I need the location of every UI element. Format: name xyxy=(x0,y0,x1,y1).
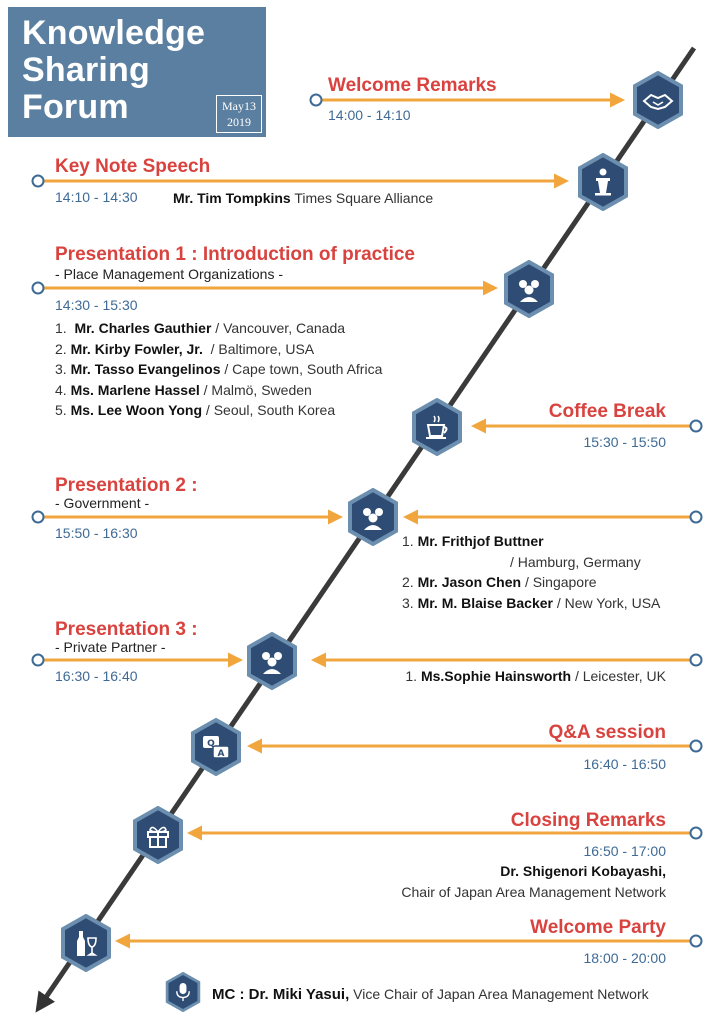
svg-text:A: A xyxy=(217,749,225,759)
handshake-icon xyxy=(632,71,684,129)
party-time: 18:00 - 20:00 xyxy=(583,950,666,966)
welcome-time: 14:00 - 14:10 xyxy=(328,107,411,123)
pres1-speaker-4: 4. Ms. Marlene Hassel / Malmö, Sweden xyxy=(55,381,312,398)
pres2-speaker-2: 2. Mr. Jason Chen / Singapore xyxy=(402,574,597,590)
pres1-time: 14:30 - 15:30 xyxy=(55,297,138,313)
title-line-2: Sharing xyxy=(22,51,150,89)
pres1-title: Presentation 1 : Introduction of practice xyxy=(55,244,415,265)
arrow-pres2-right xyxy=(406,512,702,523)
keynote-speaker-org: Times Square Alliance xyxy=(294,190,434,206)
party-title: Welcome Party xyxy=(530,917,666,938)
qa-time: 16:40 - 16:50 xyxy=(583,756,666,772)
closing-time: 16:50 - 17:00 xyxy=(583,843,666,859)
pres2-title: Presentation 2 : xyxy=(55,475,198,496)
keynote-speaker xyxy=(173,188,433,209)
closing-speaker-org: Chair of Japan Area Management Network xyxy=(401,883,666,900)
title-banner xyxy=(8,7,266,137)
coffee-time: 15:30 - 15:50 xyxy=(583,434,666,450)
keynote-time: 14:10 - 14:30 xyxy=(55,189,138,205)
date-badge xyxy=(216,95,262,133)
pres3-time: 16:30 - 16:40 xyxy=(55,668,138,684)
closing-speaker xyxy=(320,861,666,902)
group-icon xyxy=(503,260,555,318)
microphone-icon xyxy=(165,972,201,1012)
coffee-title: Coffee Break xyxy=(548,401,666,422)
arrow-pres1 xyxy=(33,283,496,294)
pres3-speaker-1: 1. Ms.Sophie Hainsworth / Leicester, UK xyxy=(405,668,666,684)
mc-line xyxy=(212,984,649,1006)
pres2-speaker-1-place: / Hamburg, Germany xyxy=(510,553,641,570)
pres1-speaker-5: 5. Ms. Lee Woon Yong / Seoul, South Korea xyxy=(55,402,336,418)
pres2-speaker-3: 3. Mr. M. Blaise Backer / New York, USA xyxy=(402,594,661,611)
arrow-pres3-right xyxy=(314,655,702,666)
pres2-subtitle: - Government - xyxy=(55,495,150,511)
pres2-speaker-list xyxy=(402,531,660,613)
pres3-subtitle: - Private Partner - xyxy=(55,639,166,655)
keynote-title: Key Note Speech xyxy=(55,156,211,177)
qa-bubbles-icon xyxy=(190,718,242,776)
group-icon xyxy=(347,488,399,546)
mc-label: MC : Dr. Miki Yasui, xyxy=(212,986,350,1003)
mc-org: Vice Chair of Japan Area Management Network xyxy=(353,986,649,1002)
date-month-day: May13 xyxy=(222,99,256,113)
pres2-time: 15:50 - 16:30 xyxy=(55,525,138,541)
arrow-pres3-left xyxy=(33,655,241,666)
qa-title: Q&A session xyxy=(548,722,666,743)
date-year: 2019 xyxy=(227,115,251,129)
arrow-pres2-left xyxy=(33,512,341,523)
group-icon xyxy=(246,632,298,690)
pres1-speaker-2: 2. Mr. Kirby Fowler, Jr. / Baltimore, USA xyxy=(55,340,315,357)
svg-text:Q: Q xyxy=(207,739,215,749)
pres2-speaker-1: 1. Mr. Frithjof Buttner xyxy=(402,533,544,549)
pres1-speaker-list xyxy=(55,318,382,421)
coffee-cup-icon xyxy=(411,398,463,456)
title-line-3: Forum xyxy=(22,88,129,126)
keynote-speaker-name: Mr. Tim Tompkins xyxy=(173,190,291,206)
pres1-speaker-3: 3. Mr. Tasso Evangelinos / Cape town, South Africa xyxy=(55,361,383,377)
gift-icon xyxy=(132,806,184,864)
closing-title: Closing Remarks xyxy=(510,810,666,831)
forum-title xyxy=(22,15,205,126)
pres3-title: Presentation 3 : xyxy=(55,619,198,640)
pres1-subtitle: - Place Management Organizations - xyxy=(55,266,283,282)
pres1-speaker-1: 1. Mr. Charles Gauthier / Vancouver, Canada xyxy=(55,320,346,336)
title-line-1: Knowledge xyxy=(22,14,206,52)
welcome-title: Welcome Remarks xyxy=(328,75,497,96)
podium-icon xyxy=(577,153,629,211)
bottle-glass-icon xyxy=(60,914,112,972)
closing-speaker-name: Dr. Shigenori Kobayashi, xyxy=(500,863,666,879)
